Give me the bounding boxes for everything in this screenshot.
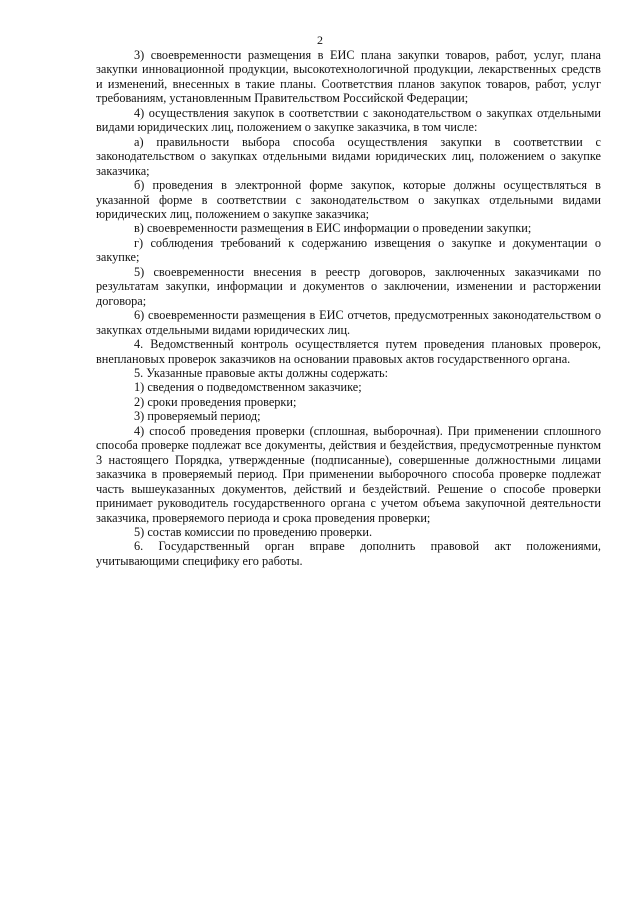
- paragraph: г) соблюдения требований к содержанию извещения о закупке и документации о закупке;: [96, 235, 601, 265]
- paragraph: 5. Указанные правовые акты должны содержать:: [134, 365, 389, 380]
- paragraph: 1) сведения о подведомственном заказчике;: [134, 380, 362, 395]
- paragraph: 4) осуществления закупок в соответствии с законодательством о закупках отдельными видами юридических лиц, положением о закупке заказчика, в том числе:: [96, 105, 601, 135]
- paragraph: б) проведения в электронной форме закупок, которые должны осуществляться в указанной форме в соответствии с законодательством о закупках отдельными видами юридических лиц, положением о закупке заказчика;: [96, 178, 601, 221]
- paragraph: 5) состав комиссии по проведению проверки.: [134, 524, 373, 539]
- document-body: [96, 48, 601, 568]
- paragraph: 6) своевременности размещения в ЕИС отчетов, предусмотренных законодательством о закупках отдельными видами юридических лиц.: [96, 308, 601, 337]
- paragraph: а) правильности выбора способа осуществления закупки в соответствии с законодательством о закупках отдельными видами юридических лиц, положением о закупке заказчика;: [96, 134, 601, 178]
- paragraph: 4) способ проведения проверки (сплошная, выборочная). При применении сплошного способа проверке подлежат все документы, действия и бездействия, предусмотренные пунктом 3 настоящего Порядка, утвержденные (подписанные), совершенные должностными лицами заказчика в проверяемый период. При применении выборочного способа проверке подлежат часть вышеуказанных документов, действий и бездействий. Решение о способе проверки принимает руководитель государственного органа с учетом объема закупочной деятельности заказчика, проверяемого периода и срока проведения проверки;: [96, 423, 601, 525]
- paragraph: 2) сроки проведения проверки;: [134, 394, 297, 409]
- paragraph: 6. Государственный орган вправе дополнить правовой акт положениями, учитывающими специфику его работы.: [96, 539, 601, 568]
- paragraph: в) своевременности размещения в ЕИС информации о проведении закупки;: [134, 221, 532, 236]
- page-number: 2: [317, 33, 323, 47]
- paragraph: 3) своевременности размещения в ЕИС плана закупки товаров, работ, услуг, плана закупки инновационной продукции, высокотехнологичной продукции, лекарственных средств и изменений, внесенных в такие планы. Соответствия планов закупок товаров, работ, услуг требованиям, установленным Правительством Российской Федерации;: [96, 48, 601, 106]
- paragraph: 3) проверяемый период;: [134, 409, 261, 424]
- paragraph: 4. Ведомственный контроль осуществляется путем проведения плановых проверок, внеплановых проверок заказчиков на основании правовых актов государственного органа.: [96, 337, 601, 366]
- paragraph: 5) своевременности внесения в реестр договоров, заключенных заказчиками по результатам закупки, информации и документов о заключении, изменении и расторжении договора;: [96, 264, 601, 308]
